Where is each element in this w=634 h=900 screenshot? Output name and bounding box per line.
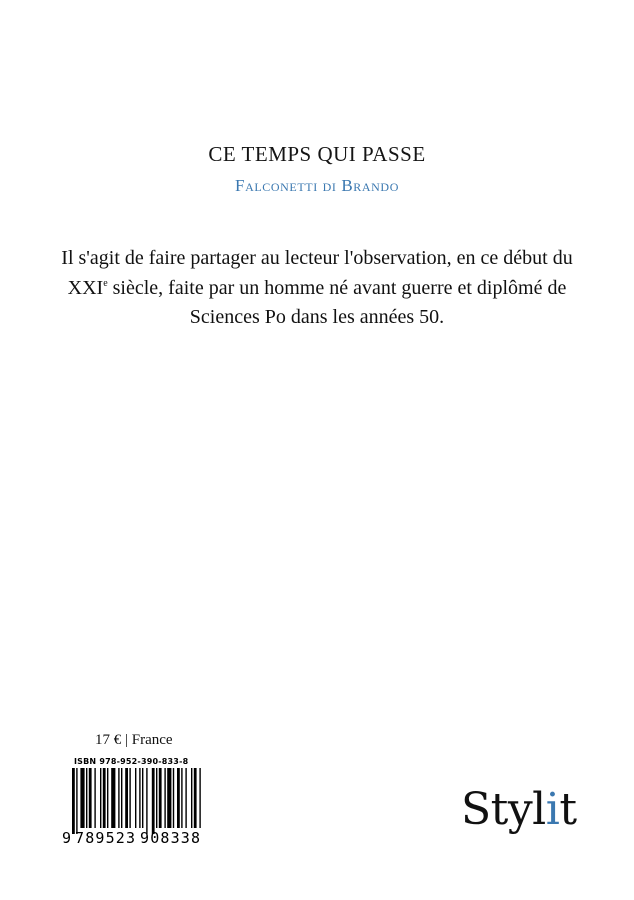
barcode-bar (86, 768, 87, 828)
barcode-bar (191, 768, 192, 828)
author-name: Falconetti di Brando (235, 176, 399, 195)
barcode-bar (100, 768, 101, 828)
barcode-bar (89, 768, 92, 828)
price-label: 17 € | France (95, 732, 173, 748)
publisher-logo-text: Stylit (461, 784, 577, 835)
barcode-bar (94, 768, 95, 828)
barcode-bar (185, 768, 186, 828)
barcode-bar (72, 768, 75, 834)
barcode-bar (103, 768, 106, 828)
blurb-superscript: e (103, 277, 108, 289)
logo-accent-letter: i (545, 784, 560, 835)
barcode-bar (167, 768, 171, 828)
blurb-text-part2: siècle, faite par un homme né avant guerre et diplômé de Sciences Po dans les années 50. (107, 276, 567, 328)
barcode-bar (111, 768, 115, 828)
barcode-bar (156, 768, 157, 828)
barcode-bar (129, 768, 130, 828)
barcode-bar (142, 768, 143, 828)
barcode-bar (125, 768, 128, 828)
barcode (60, 768, 210, 848)
barcode-bar (76, 768, 77, 834)
barcode-bar (152, 768, 155, 834)
barcode-bar (177, 768, 180, 828)
blurb-text-part1: Il s'agit de faire partager au lecteur l'observation, en ce début du XXI (61, 247, 573, 299)
isbn-label: ISBN 978-952-390-833-8 (74, 757, 189, 766)
barcode-bar (121, 768, 122, 828)
barcode-first-digit: 9 (62, 829, 72, 847)
barcode-bar (159, 768, 162, 828)
barcode-bar (118, 768, 119, 828)
book-title: CE TEMPS QUI PASSE (208, 142, 426, 166)
barcode-bar (146, 768, 147, 834)
barcode-left-digits: 789523 (75, 829, 135, 847)
barcode-bar (164, 768, 165, 828)
barcode-bar (107, 768, 108, 828)
barcode-bar (194, 768, 197, 828)
barcode-bar (80, 768, 84, 828)
barcode-bar (181, 768, 182, 828)
book-blurb (40, 244, 594, 333)
barcode-bar (173, 768, 174, 828)
publisher-logo (461, 784, 577, 835)
barcode-bars (72, 768, 201, 834)
barcode-bar (135, 768, 136, 828)
barcode-bar (199, 768, 200, 828)
barcode-right-digits: 908338 (140, 829, 200, 847)
barcode-bar (139, 768, 140, 828)
